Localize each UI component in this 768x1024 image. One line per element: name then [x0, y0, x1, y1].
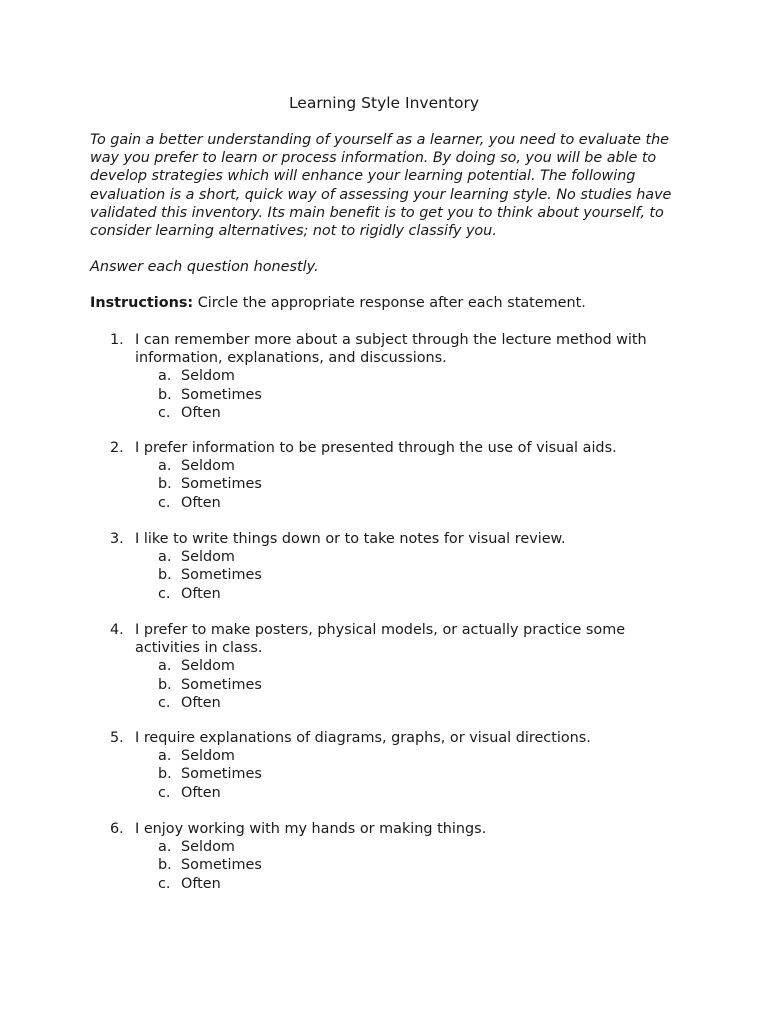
option-letter: a. — [158, 839, 172, 856]
question-text: I can remember more about a subject through the lecture method with information, explanations, and discussions. — [135, 332, 647, 367]
question-number: 2. — [110, 440, 124, 456]
option-letter: c. — [158, 585, 171, 602]
option-letter: a. — [158, 748, 172, 765]
instructions — [90, 294, 586, 312]
option-item — [110, 765, 690, 783]
option-item — [110, 367, 690, 385]
option-item — [110, 657, 690, 675]
question-text: I prefer information to be presented through the use of visual aids. — [135, 440, 617, 456]
instructions-label: Instructions: — [90, 295, 194, 311]
option-letter: b. — [158, 567, 172, 584]
option-letter: c. — [158, 875, 171, 892]
option-list — [110, 747, 690, 802]
option-text: Seldom — [181, 839, 235, 856]
question-number: 1. — [110, 332, 124, 348]
option-item — [110, 838, 690, 856]
option-text: Sometimes — [181, 676, 262, 693]
option-text: Seldom — [181, 549, 235, 566]
option-letter: b. — [158, 386, 172, 403]
option-letter: c. — [158, 494, 171, 511]
option-text: Often — [181, 784, 221, 801]
option-text: Seldom — [181, 658, 235, 675]
question-item — [110, 439, 690, 512]
option-item — [110, 585, 690, 603]
option-item — [110, 784, 690, 802]
question-text: I prefer to make posters, physical models, or actually practice some activities in class. — [135, 622, 626, 657]
option-letter: a. — [158, 368, 172, 385]
option-text: Often — [181, 404, 221, 421]
question-number: 4. — [110, 622, 124, 638]
option-text: Sometimes — [181, 386, 262, 403]
option-text: Sometimes — [181, 766, 262, 783]
option-item — [110, 494, 690, 512]
option-text: Often — [181, 585, 221, 602]
option-text: Sometimes — [181, 476, 262, 493]
option-item — [110, 875, 690, 893]
question-item — [110, 621, 690, 712]
question-item — [110, 820, 690, 893]
option-letter: a. — [158, 549, 172, 566]
option-letter: a. — [158, 458, 172, 475]
option-text: Seldom — [181, 458, 235, 475]
option-list — [110, 457, 690, 512]
option-letter: a. — [158, 658, 172, 675]
option-item — [110, 548, 690, 566]
option-letter: b. — [158, 476, 172, 493]
option-item — [110, 676, 690, 694]
question-text: I like to write things down or to take notes for visual review. — [135, 531, 566, 547]
question-number: 5. — [110, 730, 124, 746]
page-title: Learning Style Inventory — [288, 94, 480, 112]
option-text: Sometimes — [181, 857, 262, 874]
option-letter: c. — [158, 404, 171, 421]
option-text: Seldom — [181, 748, 235, 765]
option-letter: c. — [158, 784, 171, 801]
question-number: 6. — [110, 821, 124, 837]
option-letter: b. — [158, 766, 172, 783]
question-item — [110, 729, 690, 802]
option-item — [110, 404, 690, 422]
option-text: Often — [181, 875, 221, 892]
option-item — [110, 566, 690, 584]
question-number: 3. — [110, 531, 124, 547]
intro-paragraph: To gain a better understanding of yourself as a learner, you need to evaluate the way you prefer to learn or process information. By doing so, you will be able to develop strategies which will enhance your learning potential. The following evaluation is a short, quick way of assessing your learning style. No studies have validated this inventory. Its main benefit is to get you to think about yourself, to consider learning alternatives; not to rigidly classify you. — [90, 132, 672, 240]
option-list — [110, 548, 690, 603]
option-list — [110, 367, 690, 422]
option-text: Often — [181, 694, 221, 711]
answer-note: Answer each question honestly. — [90, 259, 319, 275]
option-list — [110, 838, 690, 893]
option-text: Seldom — [181, 368, 235, 385]
question-text: I require explanations of diagrams, graphs, or visual directions. — [135, 730, 591, 746]
option-item — [110, 694, 690, 712]
instructions-text: Circle the appropriate response after each statement. — [193, 295, 586, 311]
option-text: Sometimes — [181, 567, 262, 584]
option-item — [110, 747, 690, 765]
option-item — [110, 856, 690, 874]
option-text: Often — [181, 494, 221, 511]
question-text: I enjoy working with my hands or making things. — [135, 821, 487, 837]
option-letter: c. — [158, 694, 171, 711]
question-item — [110, 331, 690, 422]
option-letter: b. — [158, 676, 172, 693]
option-item — [110, 457, 690, 475]
option-item — [110, 475, 690, 493]
option-list — [110, 657, 690, 712]
question-item — [110, 530, 690, 603]
option-item — [110, 386, 690, 404]
option-letter: b. — [158, 857, 172, 874]
